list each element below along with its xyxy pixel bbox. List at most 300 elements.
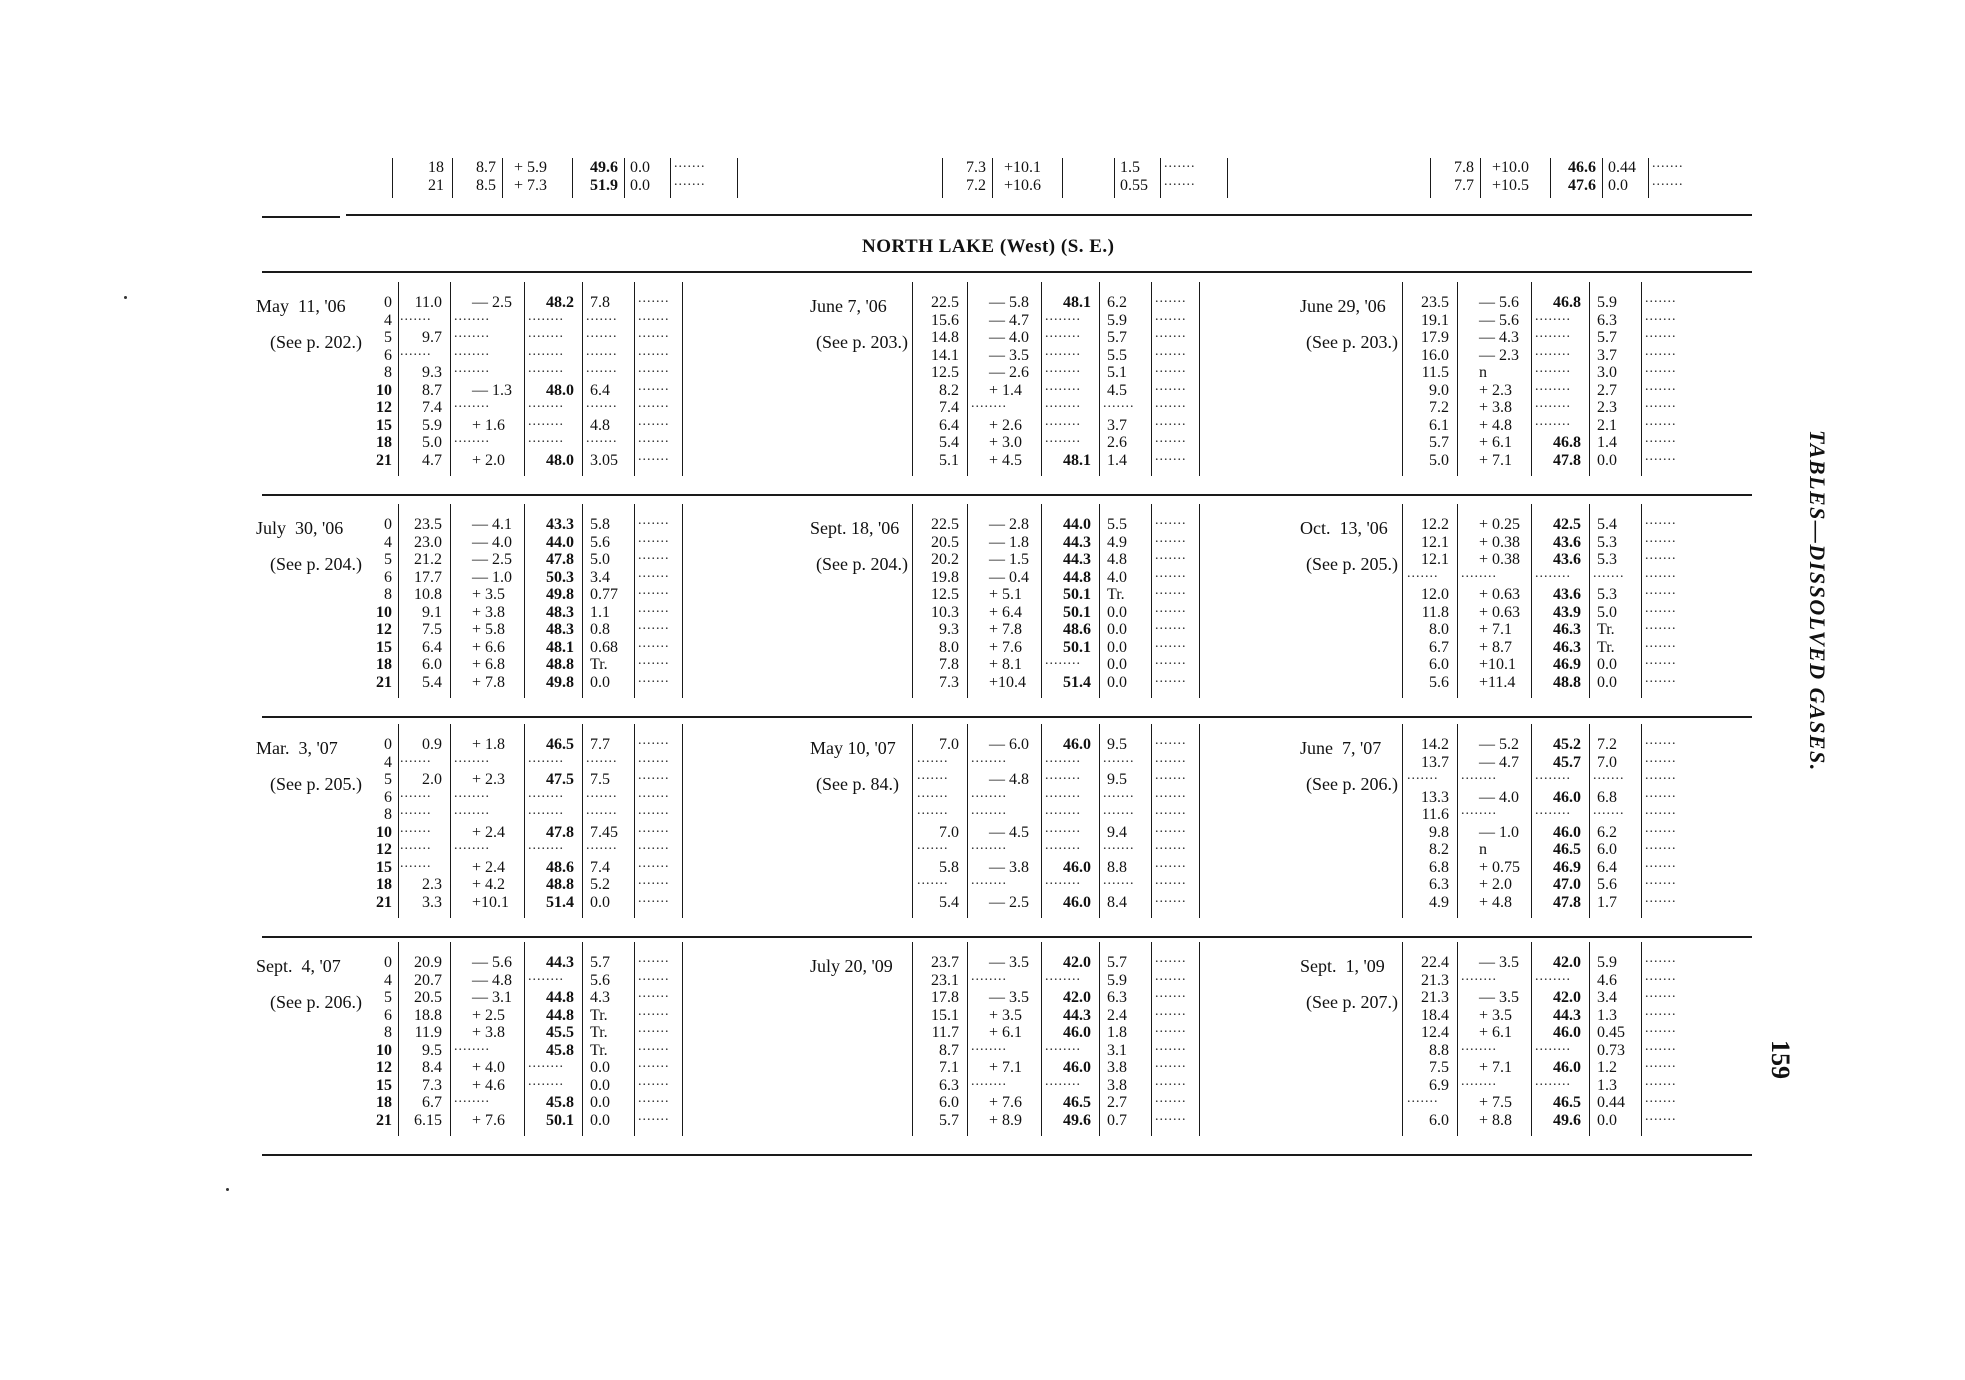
table-cell: 12.4 xyxy=(1421,1024,1449,1041)
table-cell: — 4.3 xyxy=(1479,329,1519,346)
table-cell: 23.0 xyxy=(414,533,442,551)
table-cell: 5.6 xyxy=(1597,876,1617,893)
dot-leader: ....... xyxy=(638,308,670,324)
table-cell: 49.8 xyxy=(546,673,574,691)
table-cell: 5.6 xyxy=(1429,673,1449,691)
table-cell: 5 xyxy=(384,551,392,568)
dot-leader: ....... xyxy=(586,308,618,324)
table-cell: 3.4 xyxy=(1597,989,1617,1006)
table-cell: 47.8 xyxy=(546,551,574,568)
dot-leader: ....... xyxy=(1645,635,1677,651)
table-cell: 46.0 xyxy=(1553,1024,1581,1041)
column-rule xyxy=(682,282,683,476)
table-cell: 46.0 xyxy=(1553,788,1581,806)
table-cell: + 8.7 xyxy=(1479,638,1513,656)
page-reference: (See p. 202.) xyxy=(270,332,362,352)
table-cell: 50.1 xyxy=(546,1111,574,1129)
dot-leader: ........ xyxy=(1045,653,1081,668)
table-cell: 47.8 xyxy=(1553,451,1581,469)
table-cell: + 7.8 xyxy=(472,673,506,691)
column-rule xyxy=(450,724,451,918)
dot-leader: ....... xyxy=(1155,1003,1187,1019)
column-rule xyxy=(1151,282,1152,476)
table-cell: Tr. xyxy=(590,1041,608,1059)
dot-leader: ....... xyxy=(638,1003,670,1019)
table-cell: 7.8 xyxy=(1454,159,1474,176)
dot-leader: ........ xyxy=(454,750,490,766)
table-cell: 44.0 xyxy=(546,533,574,551)
table-cell: + 7.1 xyxy=(1479,451,1513,469)
section-title: NORTH LAKE (West) (S. E.) xyxy=(862,236,1115,257)
table-cell: 18.4 xyxy=(1421,1006,1449,1024)
table-cell: + 5.1 xyxy=(989,586,1023,603)
dot-leader: ........ xyxy=(454,803,490,818)
table-cell: +10.5 xyxy=(1492,176,1530,194)
dot-leader: ....... xyxy=(1652,173,1684,189)
table-cell: + 0.25 xyxy=(1479,516,1521,533)
rule xyxy=(262,936,1752,938)
table-cell: +10.6 xyxy=(1004,176,1042,194)
dot-leader: ........ xyxy=(1045,785,1081,801)
dot-leader: ....... xyxy=(1155,838,1187,853)
table-cell: 5.5 xyxy=(1107,346,1127,364)
dot-leader: ........ xyxy=(1045,1073,1081,1089)
table-cell: 5.1 xyxy=(939,451,959,469)
table-cell: 18 xyxy=(376,434,392,451)
table-cell: 13.3 xyxy=(1421,788,1449,806)
table-cell: 17.8 xyxy=(931,989,959,1006)
table-cell: — 4.7 xyxy=(989,311,1029,329)
table-cell: 20.5 xyxy=(414,989,442,1006)
table-cell: +10.1 xyxy=(1479,656,1517,673)
table-cell: + 3.5 xyxy=(989,1006,1023,1024)
dot-leader: ....... xyxy=(638,291,670,306)
table-cell: — 4.5 xyxy=(989,823,1029,841)
column-rule xyxy=(582,724,583,918)
dot-leader: ........ xyxy=(528,750,564,766)
column-rule xyxy=(1641,504,1642,698)
dot-leader: ........ xyxy=(454,431,490,446)
table-cell: 22.4 xyxy=(1421,954,1449,971)
table-cell: + 6.1 xyxy=(1479,1024,1513,1041)
page-reference: (See p. 203.) xyxy=(816,332,908,352)
dot-leader: ....... xyxy=(1155,343,1187,359)
table-cell: 46.3 xyxy=(1553,638,1581,656)
table-cell: 8.0 xyxy=(939,638,959,656)
table-cell: 6.8 xyxy=(1597,788,1617,806)
dot-leader: ....... xyxy=(1155,448,1187,464)
table-cell: 5.9 xyxy=(422,416,442,434)
data-block xyxy=(256,724,1752,924)
page-reference: (See p. 205.) xyxy=(270,774,362,794)
table-cell: 47.5 xyxy=(546,771,574,788)
table-cell: 2.6 xyxy=(1107,434,1127,451)
column-rule xyxy=(737,158,738,198)
table-cell: 43.6 xyxy=(1553,551,1581,568)
column-rule xyxy=(634,724,635,918)
table-cell: — 1.0 xyxy=(1479,823,1519,841)
table-cell: 0.0 xyxy=(1597,451,1617,469)
dot-leader: ........ xyxy=(1045,820,1081,836)
table-cell: 8 xyxy=(384,586,392,603)
table-cell: 7.2 xyxy=(1597,736,1617,753)
sample-date: May 11, '06 xyxy=(256,296,346,316)
dot-leader: ....... xyxy=(1164,173,1196,189)
dot-leader: ........ xyxy=(1045,308,1081,324)
dot-leader: ....... xyxy=(1155,291,1187,306)
dot-leader: ....... xyxy=(638,1108,670,1124)
table-cell: 8.7 xyxy=(422,381,442,399)
dot-leader: ....... xyxy=(1645,890,1677,906)
table-cell: 7.4 xyxy=(590,858,610,876)
column-rule xyxy=(1199,504,1200,698)
table-cell: 12.2 xyxy=(1421,516,1449,533)
table-cell: 5.6 xyxy=(590,971,610,989)
dot-leader: ........ xyxy=(971,838,1007,853)
table-cell: — 5.8 xyxy=(989,294,1029,311)
dot-leader: ....... xyxy=(400,838,432,853)
table-cell: 48.0 xyxy=(546,451,574,469)
rule xyxy=(262,216,340,218)
table-cell: 6.4 xyxy=(1597,858,1617,876)
dot-leader: ....... xyxy=(1103,838,1135,853)
table-cell: 23.5 xyxy=(414,516,442,533)
table-cell: — 4.0 xyxy=(472,533,512,551)
column-rule xyxy=(682,942,683,1136)
table-cell: 6.3 xyxy=(1107,989,1127,1006)
table-cell: 0.0 xyxy=(630,159,650,176)
table-cell: 12 xyxy=(376,621,392,638)
table-cell: 14.8 xyxy=(931,329,959,346)
table-cell: 21 xyxy=(376,673,392,691)
column-rule xyxy=(670,158,671,198)
table-cell: 44.8 xyxy=(1063,568,1091,586)
dot-leader: ....... xyxy=(1645,653,1677,668)
table-cell: 6 xyxy=(384,346,392,364)
dot-leader: ........ xyxy=(971,873,1007,888)
dot-leader: ........ xyxy=(1045,326,1081,341)
table-cell: 0.73 xyxy=(1597,1041,1625,1059)
dot-leader: ........ xyxy=(1045,378,1081,394)
table-cell: 50.1 xyxy=(1063,586,1091,603)
dot-leader: ........ xyxy=(528,1056,564,1071)
table-cell: — 2.8 xyxy=(989,516,1029,533)
dot-leader: ....... xyxy=(1645,343,1677,359)
dot-leader: ....... xyxy=(638,343,670,359)
dot-leader: ....... xyxy=(586,361,618,376)
dot-leader: ........ xyxy=(1045,361,1081,376)
dot-leader: ....... xyxy=(400,750,432,766)
table-cell: + 6.1 xyxy=(989,1024,1023,1041)
dot-leader: ....... xyxy=(1155,1091,1187,1106)
table-cell: + 7.5 xyxy=(1479,1094,1513,1111)
table-cell: + 2.3 xyxy=(1479,381,1513,399)
dot-leader: ....... xyxy=(586,803,618,818)
dot-leader: ....... xyxy=(1645,448,1677,464)
sample-date: June 7, '07 xyxy=(1300,738,1382,758)
dot-leader: ........ xyxy=(1461,803,1497,818)
dot-leader: ....... xyxy=(400,308,432,324)
table-cell: 3.8 xyxy=(1107,1059,1127,1076)
dot-leader: ....... xyxy=(400,785,432,801)
table-cell: 44.8 xyxy=(546,989,574,1006)
table-cell: 4.8 xyxy=(1107,551,1127,568)
table-cell: 3.1 xyxy=(1107,1041,1127,1059)
dot-leader: ....... xyxy=(1155,396,1187,411)
table-cell: 8 xyxy=(384,1024,392,1041)
table-cell: — 2.5 xyxy=(989,893,1029,911)
table-cell: Tr. xyxy=(590,656,608,673)
table-cell: + 3.8 xyxy=(1479,399,1513,416)
speck xyxy=(226,1188,229,1191)
table-cell: 5 xyxy=(384,329,392,346)
dot-leader: ........ xyxy=(1535,308,1571,324)
table-cell: 21 xyxy=(376,893,392,911)
table-cell: 9.3 xyxy=(422,364,442,381)
table-cell: 48.1 xyxy=(1063,294,1091,311)
table-cell: 5.4 xyxy=(422,673,442,691)
table-cell: 12.1 xyxy=(1421,551,1449,568)
dot-leader: ........ xyxy=(528,396,564,411)
dot-leader: ........ xyxy=(1045,413,1081,429)
column-rule xyxy=(1641,942,1642,1136)
rule xyxy=(262,494,1752,496)
table-cell: Tr. xyxy=(1597,638,1615,656)
dot-leader: ........ xyxy=(454,326,490,341)
page-reference: (See p. 84.) xyxy=(816,774,899,794)
table-cell: 15.6 xyxy=(931,311,959,329)
table-cell: 8.2 xyxy=(939,381,959,399)
table-cell: 0.8 xyxy=(590,621,610,638)
column-rule xyxy=(1151,504,1152,698)
table-cell: 23.5 xyxy=(1421,294,1449,311)
table-cell: 46.0 xyxy=(1553,823,1581,841)
table-cell: 19.1 xyxy=(1421,311,1449,329)
table-cell: + 4.8 xyxy=(1479,416,1513,434)
table-cell: 48.1 xyxy=(1063,451,1091,469)
dot-leader: ....... xyxy=(638,548,670,563)
table-cell: 0.7 xyxy=(1107,1111,1127,1129)
dot-leader: ....... xyxy=(1645,513,1677,528)
table-cell: 6.0 xyxy=(1597,841,1617,858)
column-rule xyxy=(1199,724,1200,918)
sample-date: Oct. 13, '06 xyxy=(1300,518,1388,538)
table-cell: 47.6 xyxy=(1568,176,1596,194)
table-cell: — 3.5 xyxy=(1479,989,1519,1006)
dot-leader: ....... xyxy=(917,838,949,853)
table-cell: 47.8 xyxy=(546,823,574,841)
table-cell: 48.8 xyxy=(546,656,574,673)
table-cell: 6.8 xyxy=(1429,858,1449,876)
dot-leader: ....... xyxy=(1155,565,1187,581)
column-rule xyxy=(1648,158,1649,198)
table-cell: 8.4 xyxy=(1107,893,1127,911)
table-cell: 6.0 xyxy=(939,1094,959,1111)
table-cell: 5.4 xyxy=(939,434,959,451)
table-cell: 4.6 xyxy=(1597,971,1617,989)
table-cell: 9.5 xyxy=(1107,736,1127,753)
column-rule xyxy=(1589,942,1590,1136)
table-cell: — 2.6 xyxy=(989,364,1029,381)
dot-leader: ....... xyxy=(1155,1073,1187,1089)
table-cell: 15 xyxy=(376,638,392,656)
table-cell: 11.7 xyxy=(931,1024,959,1041)
table-cell: 45.2 xyxy=(1553,736,1581,753)
table-cell: 48.8 xyxy=(546,876,574,893)
dot-leader: ........ xyxy=(1461,768,1497,783)
dot-leader: ....... xyxy=(1155,1021,1187,1036)
sample-date: Mar. 3, '07 xyxy=(256,738,338,758)
table-cell: + 4.5 xyxy=(989,451,1023,469)
dot-leader: ........ xyxy=(1535,1038,1571,1054)
table-cell: 0.0 xyxy=(590,1076,610,1094)
dot-leader: ....... xyxy=(1645,396,1677,411)
table-cell: 9.5 xyxy=(1107,771,1127,788)
table-cell: + 3.0 xyxy=(989,434,1023,451)
dot-leader: ....... xyxy=(1155,820,1187,836)
table-cell: + 7.3 xyxy=(514,176,548,194)
column-rule xyxy=(1457,724,1458,918)
table-cell: 48.8 xyxy=(1553,673,1581,691)
table-cell: 42.5 xyxy=(1553,516,1581,533)
table-cell: Tr. xyxy=(590,1006,608,1024)
dot-leader: ....... xyxy=(1593,768,1625,783)
table-cell: 7.5 xyxy=(1429,1059,1449,1076)
table-cell: + 2.5 xyxy=(472,1006,506,1024)
table-cell: 1.5 xyxy=(1120,159,1140,176)
table-cell: 6.4 xyxy=(939,416,959,434)
table-cell: 1.1 xyxy=(590,603,610,621)
data-block xyxy=(256,282,1752,482)
table-cell: — 3.5 xyxy=(989,954,1029,971)
dot-leader: ....... xyxy=(638,1038,670,1054)
table-cell: 18 xyxy=(376,656,392,673)
table-cell: 6.2 xyxy=(1597,823,1617,841)
column-rule xyxy=(1589,282,1590,476)
table-cell: 0.77 xyxy=(590,586,618,603)
table-cell: 6 xyxy=(384,788,392,806)
table-cell: 0.44 xyxy=(1608,159,1636,176)
dot-leader: ....... xyxy=(1155,890,1187,906)
dot-leader: ....... xyxy=(1155,1038,1187,1054)
table-cell: 42.0 xyxy=(1063,954,1091,971)
table-cell: — 6.0 xyxy=(989,736,1029,753)
dot-leader: ....... xyxy=(1645,600,1677,616)
table-cell: 18 xyxy=(376,876,392,893)
dot-leader: ....... xyxy=(1593,565,1625,581)
dot-leader: ....... xyxy=(1155,431,1187,446)
dot-leader: ....... xyxy=(638,600,670,616)
table-cell: 42.0 xyxy=(1553,989,1581,1006)
sample-date: Sept. 4, '07 xyxy=(256,956,341,976)
table-cell: 47.0 xyxy=(1553,876,1581,893)
table-cell: + 1.8 xyxy=(472,736,506,753)
dot-leader: ....... xyxy=(638,565,670,581)
table-cell: 7.45 xyxy=(590,823,618,841)
table-cell: 0.0 xyxy=(590,673,610,691)
table-cell: 46.9 xyxy=(1553,656,1581,673)
dot-leader: ....... xyxy=(638,413,670,429)
table-cell: 4.3 xyxy=(590,989,610,1006)
table-cell: + 1.6 xyxy=(472,416,506,434)
column-rule xyxy=(1151,942,1152,1136)
table-cell: 8.7 xyxy=(939,1041,959,1059)
dot-leader: ....... xyxy=(1155,378,1187,394)
dot-leader: ........ xyxy=(1045,1038,1081,1054)
table-cell: 0.0 xyxy=(1107,656,1127,673)
table-cell: 7.3 xyxy=(422,1076,442,1094)
table-cell: 17.9 xyxy=(1421,329,1449,346)
table-cell: 23.1 xyxy=(931,971,959,989)
table-cell: 21.3 xyxy=(1421,989,1449,1006)
dot-leader: ....... xyxy=(1645,855,1677,871)
table-cell: 43.6 xyxy=(1553,533,1581,551)
table-cell: 44.0 xyxy=(1063,516,1091,533)
dot-leader: ....... xyxy=(638,768,670,783)
dot-leader: ........ xyxy=(1045,803,1081,818)
table-cell: — 1.3 xyxy=(472,381,512,399)
table-cell: + 4.2 xyxy=(472,876,506,893)
dot-leader: ....... xyxy=(1155,1056,1187,1071)
table-cell: 0.9 xyxy=(422,736,442,753)
table-cell: — 4.0 xyxy=(1479,788,1519,806)
table-cell: + 7.6 xyxy=(472,1111,506,1129)
table-cell: 18 xyxy=(376,1094,392,1111)
dot-leader: ....... xyxy=(1155,618,1187,633)
table-cell: + 5.9 xyxy=(514,159,548,176)
table-cell: 3.0 xyxy=(1597,364,1617,381)
column-rule xyxy=(582,942,583,1136)
table-cell: 12 xyxy=(376,841,392,858)
table-cell: + 3.8 xyxy=(472,1024,506,1041)
table-cell: 0.68 xyxy=(590,638,618,656)
table-cell: Tr. xyxy=(1107,586,1125,603)
dot-leader: ....... xyxy=(586,431,618,446)
table-cell: 44.8 xyxy=(546,1006,574,1024)
dot-leader: ....... xyxy=(586,785,618,801)
table-cell: — 3.1 xyxy=(472,989,512,1006)
page-reference: (See p. 205.) xyxy=(1306,554,1398,574)
page-reference: (See p. 206.) xyxy=(1306,774,1398,794)
dot-leader: ....... xyxy=(1645,1108,1677,1124)
table-cell: 0 xyxy=(384,736,392,753)
dot-leader: ....... xyxy=(638,530,670,546)
dot-leader: ....... xyxy=(638,750,670,766)
table-cell: 20.5 xyxy=(931,533,959,551)
dot-leader: ....... xyxy=(917,803,949,818)
dot-leader: ....... xyxy=(1155,583,1187,598)
table-cell: + 3.5 xyxy=(472,586,506,603)
table-cell: 5.8 xyxy=(939,858,959,876)
table-cell: 6.0 xyxy=(1429,656,1449,673)
table-cell: — 5.6 xyxy=(1479,294,1519,311)
dot-leader: ....... xyxy=(1103,396,1135,411)
table-cell: 46.0 xyxy=(1553,1059,1581,1076)
dot-leader: ....... xyxy=(1155,548,1187,563)
column-rule xyxy=(1160,158,1161,198)
dot-leader: ....... xyxy=(638,873,670,888)
table-cell: 0.0 xyxy=(1597,673,1617,691)
table-cell: 15 xyxy=(376,416,392,434)
column-rule xyxy=(1457,942,1458,1136)
column-rule xyxy=(624,158,625,198)
table-cell: 12.0 xyxy=(1421,586,1449,603)
rule xyxy=(346,214,1752,216)
dot-leader: ....... xyxy=(1407,565,1439,581)
dot-leader: ........ xyxy=(528,785,564,801)
table-cell: +10.1 xyxy=(472,893,510,911)
table-cell: 9.7 xyxy=(422,329,442,346)
